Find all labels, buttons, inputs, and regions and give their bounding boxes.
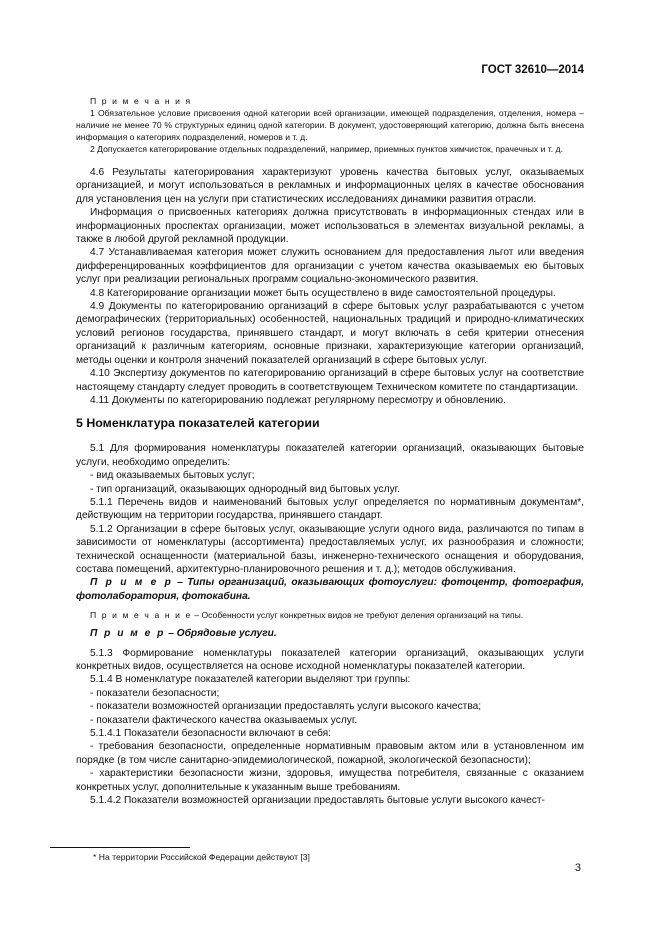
note-2: 2 Допускается категорирование отдельных подразделений, например, приемных пунктов химчисток, прачечных и т. д. xyxy=(90,144,563,154)
page-number: 3 xyxy=(574,862,581,874)
list-item-actual-quality: - показатели фактического качества оказываемых услуг. xyxy=(90,714,358,726)
example-text: – Обрядовые услуги. xyxy=(165,628,277,640)
list-item-safety-requirements: - требования безопасности, определенные нормативным правовым актом или в установленном им порядке (в том числе санитарно-эпидемиологической, пожарной, экологической безопасности); xyxy=(76,741,584,766)
paragraph-4-9: 4.9 Документы по категорированию организаций в сфере бытовых услуг разрабатываются с учетом демографических (территориальных) особенностей, национальных традиций и природно-климатических условий регионов государства, принявшего стандарт, и могут включать в себя критерии отнесения организаций к различным категориям, основные признаки, характеризующие категории организаций, методы оценки и контроля значений показателей организаций в сфере бытовых услуг. xyxy=(76,301,584,366)
example-text: – Типы организаций, оказывающих фотоуслуги: фотоцентр, фотография, фотолаборатория, фотокабина. xyxy=(76,577,584,602)
paragraph-4-6: 4.6 Результаты категорирования характеризуют уровень качества бытовых услуг, оказываемых организацией, и могут использоваться в рекламных и информационных целях в качестве обоснования для установления цен на услуги при статистических исследованиях динамики развития отрасли. xyxy=(76,167,584,205)
list-item-organization-type: - тип организаций, оказывающих однородный вид бытовых услуг. xyxy=(90,483,400,495)
note-1: 1 Обязательное условие присвоения одной категории всей организации, имеющей подразделения, отделения, номера – наличие не менее 70 % структурных единиц одной категории. В документ, удостоверяющий категорию, должна быть внесена информация о категориях подразделений, номеров и т. д. xyxy=(76,108,584,142)
example-ritual-services xyxy=(76,627,584,640)
list-item-capability: - показатели возможностей организации предоставлять услуги высокого качества; xyxy=(90,701,482,713)
example-label: П р и м е р xyxy=(90,577,173,589)
list-item-service-kind: - вид оказываемых бытовых услуг; xyxy=(90,470,255,482)
notes-block xyxy=(76,95,584,155)
note-text: – Особенности услуг конкретных видов не требуют деления организаций на типы. xyxy=(191,610,524,621)
footnote-divider xyxy=(50,847,190,848)
footnote: * На территории Российской Федерации действуют [3] xyxy=(93,852,310,862)
list-item-safety-characteristics: - характеристики безопасности жизни, здоровья, имущества потребителя, связанные с оказанием конкретных услуг, дополнительные к указанным выше требованиям. xyxy=(76,768,584,793)
note-label: П р и м е ч а н и е xyxy=(90,610,192,621)
section-5-heading: 5 Номенклатура показателей категории xyxy=(76,416,320,431)
paragraph-4-6-b: Информация о присвоенных категориях должна присутствовать в информационных стендах или в информационных проспектах организации, может использоваться в элементах визуальной рекламы, а также в любой другой рекламной продукции. xyxy=(76,207,584,246)
paragraph-4-8: 4.8 Категорирование организации может быть осуществлено в виде самостоятельной процедуры. xyxy=(90,287,556,299)
list-item-safety: - показатели безопасности; xyxy=(90,687,220,699)
paragraph-5-1-1: 5.1.1 Перечень видов и наименований бытовых услуг определяется по нормативным документам*, действующим на территории государства, принявшего стандарт. xyxy=(76,496,584,522)
notes-title: П р и м е ч а н и я xyxy=(90,96,192,106)
page-body xyxy=(76,95,584,807)
example-photo-services xyxy=(76,576,584,603)
note-service-types xyxy=(76,609,584,621)
paragraph-4-10: 4.10 Экспертизу документов по категорированию организаций в сфере бытовых услуг на соответствие настоящему стандарту следует проводить в соответствующем Техническом комитете по стандартизации. xyxy=(76,368,584,393)
paragraph-4-11: 4.11 Документы по категорированию подлежат регулярному пересмотру и обновлению. xyxy=(90,394,506,406)
document-number: ГОСТ 32610—2014 xyxy=(481,64,584,76)
paragraph-5-1-4-1: 5.1.4.1 Показатели безопасности включают в себя: xyxy=(90,728,331,740)
paragraph-5-1-4: 5.1.4 В номенклатуре показателей категории выделяют три группы: xyxy=(90,674,411,686)
paragraph-5-1: 5.1 Для формирования номенклатуры показателей категории организаций, оказывающих бытовые услуги, необходимо определить: xyxy=(76,443,584,468)
paragraph-4-7: 4.7 Устанавливаемая категория может служить основанием для предоставления льгот или введения дифференцированных коэффициентов для организации с учетом качества оказываемых ею бытовых услуг при реализации региональных программ социально-экономического развития. xyxy=(76,247,584,286)
example-label: П р и м е р xyxy=(90,628,166,640)
paragraph-5-1-4-2: 5.1.4.2 Показатели возможностей организации предоставлять бытовые услуги высокого качест- xyxy=(90,795,545,807)
paragraph-5-1-3: 5.1.3 Формирование номенклатуры показателей категории организаций, оказывающих услуги конкретных видов, осуществляется на основе исходной номенклатуры показателей категории. xyxy=(76,647,584,672)
paragraph-5-1-2: 5.1.2 Организации в сфере бытовых услуг, оказывающие услуги одного вида, различаются по типам в зависимости от номенклатуры (ассортимента) предоставляемых услуг, их разнообразия и сложности; технической оснащенности (материальной базы, инженерно-технического оснащения и оборудования, состава помещений, архитектурно-планировочного решения и т. д.); методов обслуживания. xyxy=(76,523,584,575)
